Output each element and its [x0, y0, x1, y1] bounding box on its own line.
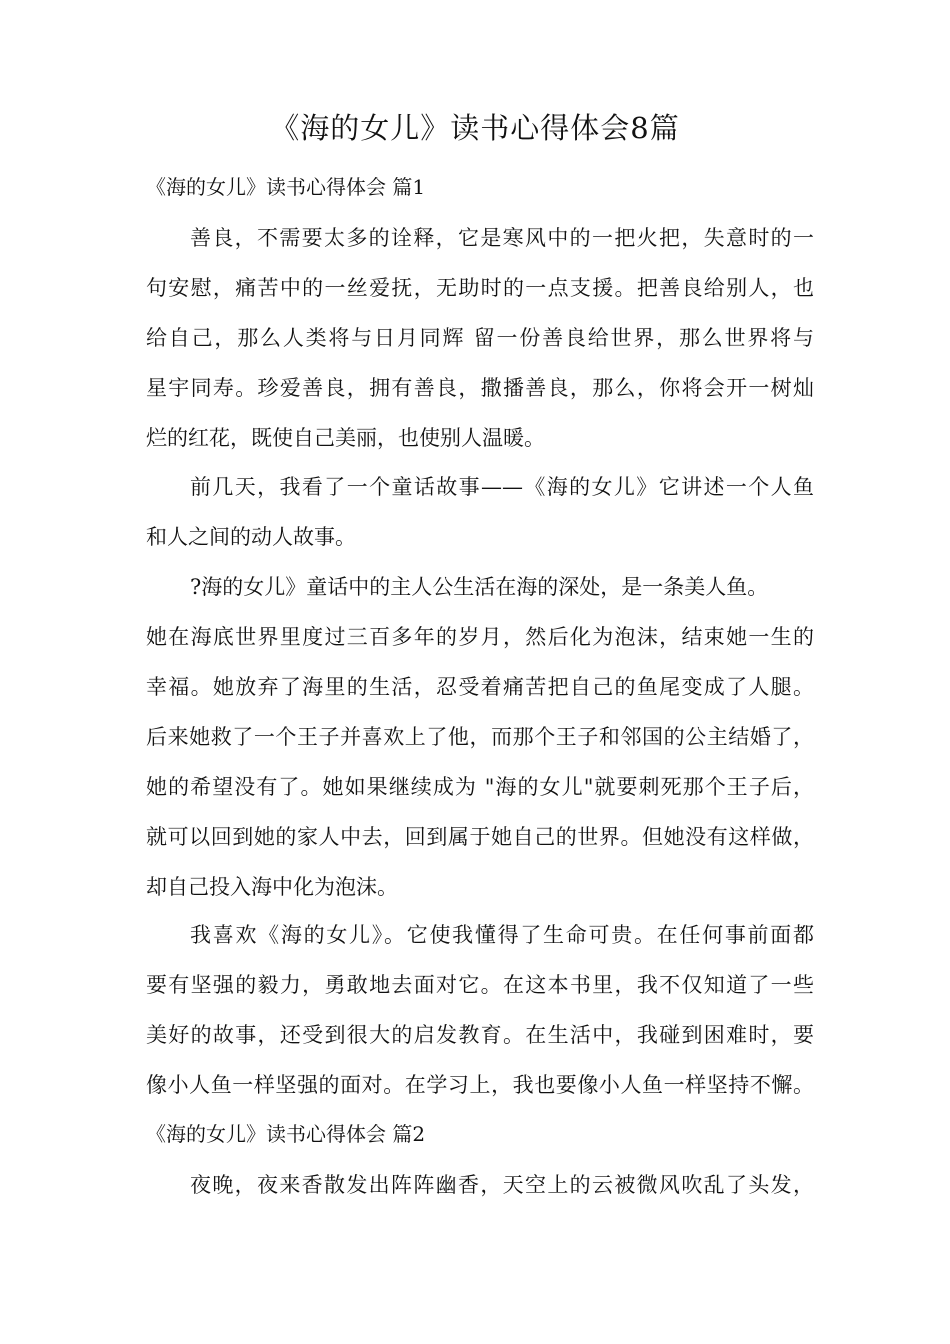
paragraph-kindness: [146, 213, 814, 463]
paragraph-story-intro: [146, 462, 814, 562]
paragraph-reflection: [146, 910, 814, 1110]
text-line: ?海的女儿》童话中的主人公生活在海的深处，是一条美人鱼。: [190, 575, 769, 599]
text-line: 她的希望没有了。她如果继续成为 "海的女儿"就要刺死那个王子后，: [146, 775, 814, 799]
text-line: 要有坚强的毅力，勇敢地去面对它。在这本书里，我不仅知道了一些: [146, 973, 814, 997]
text-line: 美好的故事，还受到很大的启发教育。在生活中，我碰到困难时，要: [146, 1023, 814, 1047]
text-line: 星宇同寿。珍爱善良，拥有善良，撒播善良，那么，你将会开一树灿: [146, 376, 814, 400]
text-line: 却自己投入海中化为泡沫。: [146, 875, 398, 899]
text-line: 烂的红花，既使自己美丽，也使别人温暖。: [146, 426, 545, 450]
paragraph-story-summary: [146, 562, 814, 912]
text-line: 她在海底世界里度过三百多年的岁月，然后化为泡沫，结束她一生的: [146, 625, 814, 649]
document-title: 《海的女儿》读书心得体会8篇: [270, 111, 680, 145]
text-line: 幸福。她放弃了海里的生活，忍受着痛苦把自己的鱼尾变成了人腿。: [146, 675, 814, 699]
section-heading-1: 《海的女儿》读书心得体会 篇1: [146, 175, 426, 199]
text-line: 句安慰，痛苦中的一丝爱抚，无助时的一点支援。把善良给别人，也: [146, 276, 814, 300]
text-line: 像小人鱼一样坚强的面对。在学习上，我也要像小人鱼一样坚持不懈。: [146, 1073, 814, 1097]
text-line: 善良，不需要太多的诠释，它是寒风中的一把火把，失意时的一: [190, 226, 814, 250]
text-line: 我喜欢《海的女儿》。它使我懂得了生命可贵。在任何事前面都: [190, 923, 814, 947]
text-line: 和人之间的动人故事。: [146, 525, 356, 549]
text-line: 就可以回到她的家人中去，回到属于她自己的世界。但她没有这样做，: [146, 825, 814, 849]
text-line: 前几天，我看了一个童话故事——《海的女儿》它讲述一个人鱼: [190, 475, 814, 499]
paragraph-night: [146, 1160, 814, 1210]
text-line: 夜晚，夜来香散发出阵阵幽香，天空上的云被微风吹乱了头发，: [190, 1173, 814, 1197]
section-heading-2: 《海的女儿》读书心得体会 篇2: [146, 1122, 426, 1146]
text-line: 后来她救了一个王子并喜欢上了他，而那个王子和邻国的公主结婚了，: [146, 725, 814, 749]
text-line: 给自己，那么人类将与日月同辉 留一份善良给世界，那么世界将与: [146, 326, 814, 350]
